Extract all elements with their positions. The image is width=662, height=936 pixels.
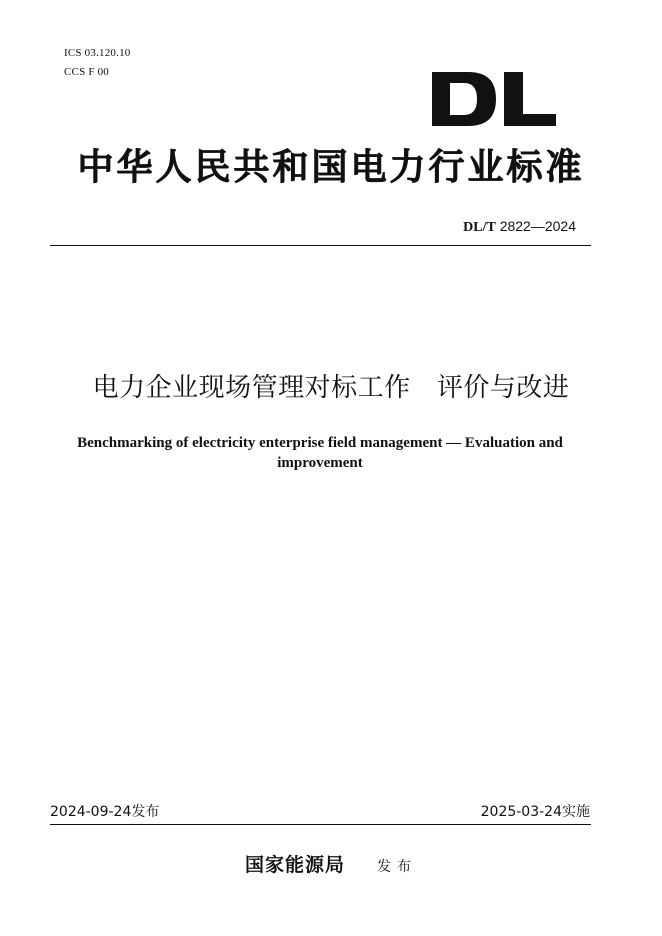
issuer-action: 发布 (377, 859, 417, 875)
publish-date: 2024-09-24发布 (50, 804, 160, 820)
standard-number-code: 2822—2024 (499, 218, 576, 234)
document-title-chinese: 电力企业现场管理对标工作 评价与改进 (92, 373, 570, 403)
ccs-code: CCS F 00 (64, 66, 110, 78)
ics-code: ICS 03.120.10 (64, 47, 131, 59)
standard-number (463, 217, 576, 237)
dl-logo (430, 70, 558, 128)
standard-organization-title: 中华人民共和国电力行业标准 (77, 147, 585, 188)
document-title-english: Benchmarking of electricity enterprise field management — Evaluation and improvement (77, 435, 563, 471)
implement-date: 2025-03-24实施 (480, 804, 590, 820)
issuer-name: 国家能源局 (244, 854, 345, 876)
footer-divider (50, 824, 591, 825)
standard-number-prefix: DL/T (463, 220, 496, 235)
header-divider (50, 245, 591, 246)
issuer-line (0, 850, 662, 877)
